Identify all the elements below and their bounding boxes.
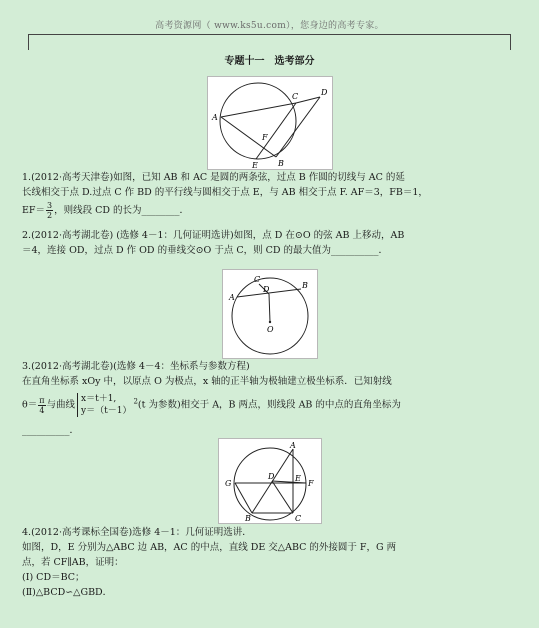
theta-label: θ＝ (22, 399, 38, 411)
label-B: B (278, 159, 284, 168)
label-A: A (290, 441, 296, 450)
parametric-system: x＝t＋1, y＝（t－1） (77, 393, 131, 417)
problem-1-line-1: 1.(2012·高考天津卷)如图，已知 AB 和 AC 是圆的两条弦，过点 B 作圆的切线与 AC 的延 (22, 172, 405, 183)
problem-1-line-2: 长线相交于点 D.过点 C 作 BD 的平行线与圆相交于点 E，与 AB 相交于点 F. AF＝3，FB＝1， (22, 187, 428, 198)
problem-1-ef-label: EF＝ (22, 205, 46, 216)
curve-intro: 与曲线 (46, 399, 76, 411)
problem-3-line-2: 在直角坐标系 xOy 中，以原点 O 为极点，x 轴的正半轴为极轴建立极坐标系．已知射线 (22, 376, 392, 387)
label-O: O (267, 325, 274, 334)
section-title: 专题十一 选考部分 (224, 56, 315, 67)
figure-2 (222, 269, 318, 359)
problem-4-part-1: (Ⅰ) CD＝BC； (22, 572, 85, 583)
label-C: C (254, 275, 261, 284)
corner-mark-right (510, 34, 511, 50)
problem-4-line-3: 点，若 CF∥AB，证明： (22, 557, 124, 568)
label-A: A (212, 113, 218, 122)
fraction-3-2: $\frac{3}{2}$ (47, 201, 53, 220)
problem-4-line-2: 如图，D，E 分别为△ABC 边 AB，AC 的中点，直线 DE 交△ABC 的外接圆于 F，G 两 (22, 542, 397, 553)
problem-1-line-3 (22, 201, 189, 220)
figure-4 (218, 438, 322, 524)
label-E: E (252, 161, 258, 169)
label-B: B (302, 281, 308, 290)
fraction-pi-4: $\frac{\pi}{4}$ (39, 395, 45, 415)
label-F: F (308, 479, 314, 488)
problem-1-question: ，则线段 CD 的长为________． (54, 205, 190, 216)
problem-2-line-2: ＝4，连接 OD，过点 D 作 OD 的垂线交⊙O 于点 C，则 CD 的最大值为__________． (22, 245, 389, 256)
label-D: D (268, 472, 275, 481)
problem-4-part-2: (Ⅱ)△BCD∽△GBD． (22, 587, 113, 598)
label-C: C (292, 92, 299, 101)
figure-1 (207, 76, 333, 170)
label-G: G (225, 479, 232, 488)
label-A: A (229, 293, 235, 302)
label-D: D (321, 88, 328, 97)
corner-mark-left (28, 34, 29, 50)
site-banner: 高考资源网（ www.ks5u.com），您身边的高考专家。 (155, 21, 384, 31)
label-B: B (245, 514, 251, 523)
exponent: 2 (133, 397, 138, 406)
header-rule (28, 34, 511, 35)
label-D: D (263, 285, 270, 294)
problem-3-line-1: 3.(2012·高考湖北卷)(选修 4－4：坐标系与参数方程) (22, 361, 250, 372)
label-F: F (262, 133, 268, 142)
curve-question: (t 为参数)相交于 A，B 两点，则线段 AB 的中点的直角坐标为 (137, 399, 401, 411)
problem-3-line-3 (22, 393, 401, 417)
label-C: C (295, 514, 302, 523)
problem-2-line-1: 2.(2012·高考湖北卷) (选修 4－1：几何证明选讲)如图，点 D 在⊙O 的弦 AB 上移动，AB (22, 230, 405, 241)
problem-4-line-1: 4.(2012·高考课标全国卷)选修 4－1：几何证明选讲． (22, 527, 252, 538)
label-E: E (295, 474, 301, 483)
problem-3-line-4: __________． (22, 425, 80, 436)
